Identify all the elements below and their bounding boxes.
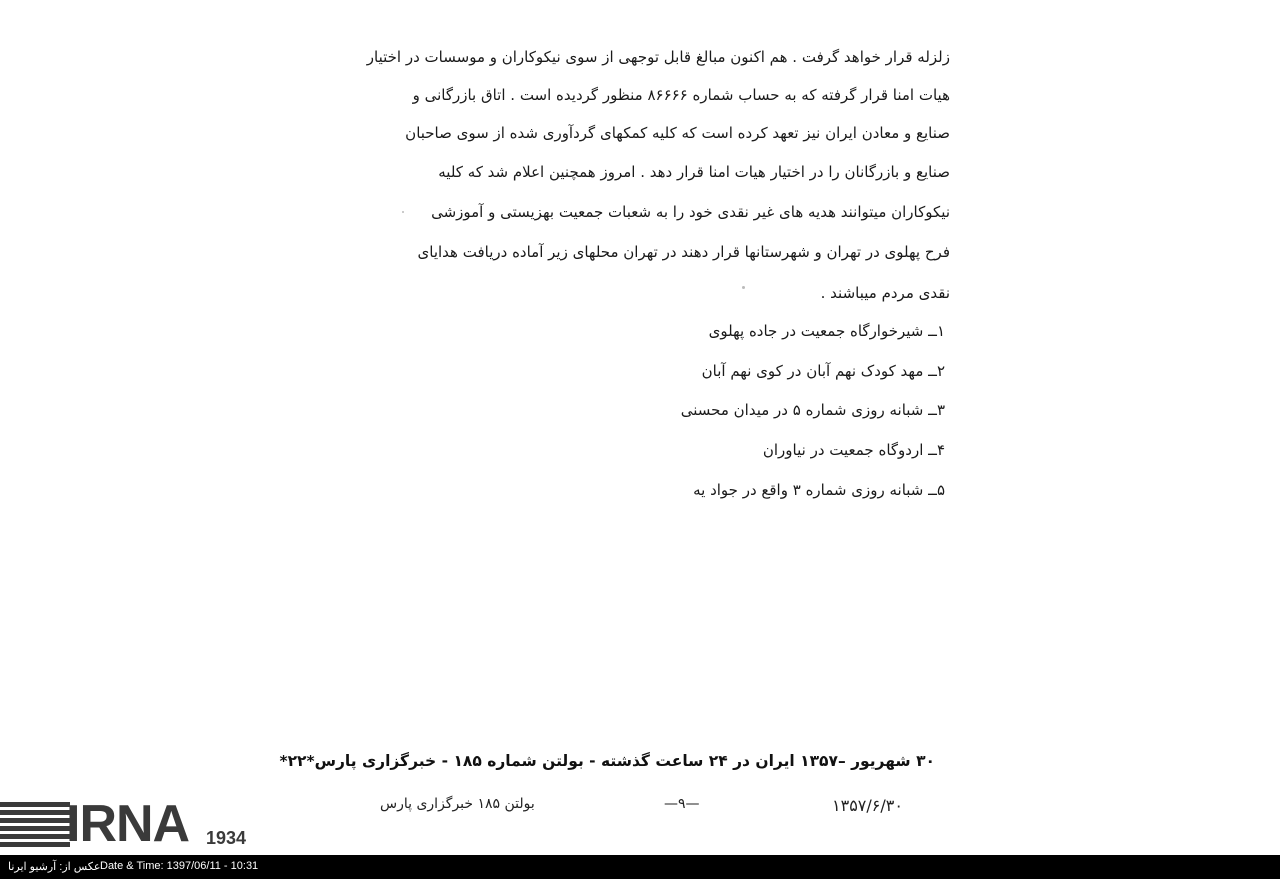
list-item-3: ۳ــ شبانه روزی شماره ۵ در میدان محسنی — [680, 401, 945, 419]
page-marker: —۹— — [664, 796, 700, 812]
scan-speck — [402, 211, 404, 213]
logo-year: 1934 — [206, 828, 247, 848]
document-line-7: نقدی مردم میباشند . — [820, 284, 950, 302]
list-item-4: ۴ــ اردوگاه جمعیت در نیاوران — [762, 441, 945, 459]
logo-stripes-icon — [0, 802, 70, 848]
bulletin-label: بولتن ۱۸۵ خبرگزاری پارس — [380, 796, 535, 812]
bulletin-title: ۳۰ شهریور –۱۳۵۷ ایران در ۲۴ ساعت گذشته - بولتن شماره ۱۸۵ - خبرگزاری پارس*۲۲* — [279, 752, 935, 770]
list-item-2: ۲ــ مهد کودک نهم آبان در کوی نهم آبان — [701, 362, 945, 380]
photo-source: عکس از: آرشیو ایرنا — [8, 861, 101, 873]
handwritten-date: ۱۳۵۷/۶/۳۰ — [832, 796, 903, 815]
logo-word: IRNA — [66, 795, 190, 853]
irna-logo — [0, 795, 270, 855]
document-line-5: نیکوکاران میتوانند هدیه های غیر نقدی خود را به شعبات جمعیت بهزیستی و آموزشی — [431, 203, 950, 221]
document-line-1: زلزله قرار خواهد گرفت . هم اکنون مبالغ قابل توجهی از سوی نیکوکاران و موسسات در اختیار — [366, 48, 950, 66]
caption-bar — [0, 855, 1280, 879]
document-line-4: صنایع و بازرگانان را در اختیار هیات امنا قرار دهد . امروز همچنین اعلام شد که کلیه — [438, 163, 950, 181]
document-line-6: فرح پهلوی در تهران و شهرستانها قرار دهند در تهران محلهای زیر آماده دریافت هدایای — [417, 243, 950, 261]
scan-speck — [742, 286, 745, 289]
list-item-5: ۵ــ شبانه روزی شماره ۳ واقع در جواد یه — [693, 481, 945, 499]
list-item-1: ۱ــ شیرخوارگاه جمعیت در جاده پهلوی — [708, 322, 945, 340]
document-line-3: صنایع و معادن ایران نیز تعهد کرده است که کلیه کمکهای گردآوری شده از سوی صاحبان — [405, 124, 950, 142]
date-time: Date & Time: 1397/06/11 - 10:31 — [100, 860, 259, 872]
document-line-2: هیات امنا قرار گرفته که به حساب شماره ۸۶۶۶۶ منظور گردیده است . اتاق بازرگانی و — [412, 86, 950, 104]
